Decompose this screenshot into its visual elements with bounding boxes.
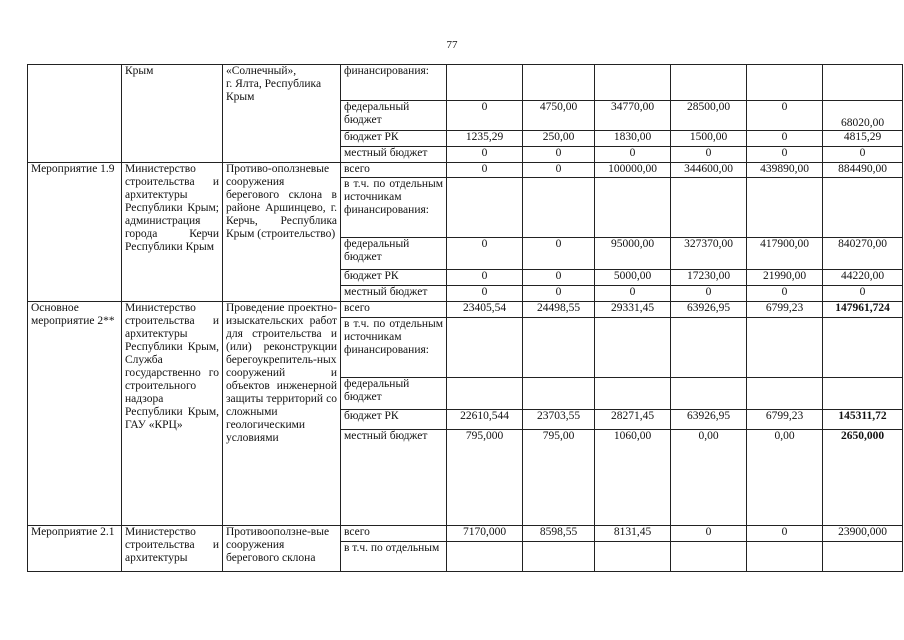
source-label: местный бюджет xyxy=(341,147,447,163)
table-row xyxy=(28,302,903,318)
value-cell: 0 xyxy=(447,270,523,286)
value-cell: 34770,00 xyxy=(595,101,671,131)
value-cell: 100000,00 xyxy=(595,163,671,178)
value-cell xyxy=(447,378,523,410)
value-cell xyxy=(671,542,747,572)
value-cell: 147961,724 xyxy=(823,302,903,318)
value-cell xyxy=(595,378,671,410)
value-cell: 0 xyxy=(523,286,595,302)
value-cell: 0 xyxy=(747,526,823,542)
value-cell xyxy=(823,178,903,238)
value-cell: 1500,00 xyxy=(671,131,747,147)
value-cell xyxy=(447,65,523,101)
value-cell: 95000,00 xyxy=(595,238,671,270)
source-label: в т.ч. по отдельным источникам финансирования: xyxy=(341,318,447,378)
table-row xyxy=(28,526,903,542)
value-cell: 0 xyxy=(671,526,747,542)
value-cell: 0,00 xyxy=(747,430,823,526)
value-cell: 884490,00 xyxy=(823,163,903,178)
value-cell: 795,00 xyxy=(523,430,595,526)
value-cell: 0 xyxy=(447,147,523,163)
executor-cell: Крым xyxy=(122,65,223,163)
value-cell: 0 xyxy=(747,131,823,147)
value-cell: 5000,00 xyxy=(595,270,671,286)
value-cell: 63926,95 xyxy=(671,302,747,318)
value-cell: 145311,72 xyxy=(823,410,903,430)
value-cell: 29331,45 xyxy=(595,302,671,318)
value-cell: 0 xyxy=(823,147,903,163)
value-cell: 22610,544 xyxy=(447,410,523,430)
activity-cell xyxy=(28,65,122,163)
source-label: федеральный бюджет xyxy=(341,378,447,410)
value-cell xyxy=(595,65,671,101)
value-cell: 0 xyxy=(747,101,823,131)
value-cell: 0 xyxy=(671,147,747,163)
value-cell: 0,00 xyxy=(671,430,747,526)
value-cell: 6799,23 xyxy=(747,302,823,318)
value-cell: 327370,00 xyxy=(671,238,747,270)
source-label: местный бюджет xyxy=(341,286,447,302)
value-cell: 6799,23 xyxy=(747,410,823,430)
value-cell: 63926,95 xyxy=(671,410,747,430)
value-cell: 2650,000 xyxy=(823,430,903,526)
source-label: финансирования: xyxy=(341,65,447,101)
value-cell xyxy=(671,65,747,101)
table-row xyxy=(28,163,903,178)
value-cell: 8598,55 xyxy=(523,526,595,542)
value-cell xyxy=(671,318,747,378)
table-row xyxy=(28,65,903,101)
value-cell: 0 xyxy=(523,238,595,270)
value-cell: 23900,000 xyxy=(823,526,903,542)
activity-cell: Мероприятие 2.1 xyxy=(28,526,122,572)
value-cell xyxy=(523,178,595,238)
source-label: федеральный бюджет xyxy=(341,101,447,131)
object-cell: Противооползне-вые сооружения берегового склона xyxy=(223,526,341,572)
value-cell xyxy=(747,65,823,101)
value-cell: 28271,45 xyxy=(595,410,671,430)
value-cell xyxy=(823,318,903,378)
object-cell: Противо-оползневые сооружения берегового склона в районе Аршинцево, г. Керчь, Республика Крым (строительство) xyxy=(223,163,341,302)
value-cell xyxy=(747,542,823,572)
value-cell: 0 xyxy=(447,238,523,270)
source-label: всего xyxy=(341,302,447,318)
executor-cell: Министерство строительства и архитектуры Республики Крым; администрация города Керчи Республики Крым xyxy=(122,163,223,302)
value-cell: 417900,00 xyxy=(747,238,823,270)
value-cell xyxy=(523,378,595,410)
value-cell: 17230,00 xyxy=(671,270,747,286)
value-cell: 8131,45 xyxy=(595,526,671,542)
value-cell: 0 xyxy=(447,101,523,131)
source-label: в т.ч. по отдельным xyxy=(341,542,447,572)
value-cell: 0 xyxy=(595,286,671,302)
value-cell: 0 xyxy=(823,286,903,302)
value-cell: 344600,00 xyxy=(671,163,747,178)
value-cell xyxy=(447,318,523,378)
page-number: 77 xyxy=(446,39,458,51)
object-cell: «Солнечный», г. Ялта, Республика Крым xyxy=(223,65,341,163)
value-cell: 0 xyxy=(523,163,595,178)
value-cell xyxy=(595,542,671,572)
value-cell: 250,00 xyxy=(523,131,595,147)
value-cell: 0 xyxy=(671,286,747,302)
value-cell: 23703,55 xyxy=(523,410,595,430)
executor-cell: Министерство строительства и архитектуры Республики Крым, Служба государственно го строительного надзора Республики Крым, ГАУ «КРЦ» xyxy=(122,302,223,526)
executor-cell: Министерство строительства и архитектуры xyxy=(122,526,223,572)
source-label: бюджет РК xyxy=(341,131,447,147)
value-cell xyxy=(523,65,595,101)
value-cell xyxy=(823,65,903,101)
funding-table xyxy=(27,64,903,572)
value-cell: 0 xyxy=(747,147,823,163)
value-cell: 1060,00 xyxy=(595,430,671,526)
value-cell xyxy=(447,542,523,572)
value-cell xyxy=(823,378,903,410)
value-cell: 4750,00 xyxy=(523,101,595,131)
source-label: всего xyxy=(341,526,447,542)
source-label: федеральный бюджет xyxy=(341,238,447,270)
value-cell xyxy=(747,178,823,238)
value-cell: 1830,00 xyxy=(595,131,671,147)
value-cell: 439890,00 xyxy=(747,163,823,178)
value-cell: 44220,00 xyxy=(823,270,903,286)
value-cell xyxy=(595,178,671,238)
value-cell: 28500,00 xyxy=(671,101,747,131)
value-cell xyxy=(823,542,903,572)
value-cell: 0 xyxy=(595,147,671,163)
source-label: бюджет РК xyxy=(341,270,447,286)
value-cell xyxy=(447,178,523,238)
value-cell xyxy=(523,318,595,378)
activity-cell: Основное мероприятие 2** xyxy=(28,302,122,526)
source-label: в т.ч. по отдельным источникам финансирования: xyxy=(341,178,447,238)
value-cell: 23405,54 xyxy=(447,302,523,318)
value-cell: 21990,00 xyxy=(747,270,823,286)
value-cell xyxy=(671,178,747,238)
value-cell: 24498,55 xyxy=(523,302,595,318)
value-cell: 0 xyxy=(523,147,595,163)
value-cell: 68020,00 xyxy=(823,101,903,131)
value-cell: 795,000 xyxy=(447,430,523,526)
source-label: всего xyxy=(341,163,447,178)
value-cell: 0 xyxy=(747,286,823,302)
value-cell: 7170,000 xyxy=(447,526,523,542)
source-label: бюджет РК xyxy=(341,410,447,430)
value-cell: 840270,00 xyxy=(823,238,903,270)
value-cell: 0 xyxy=(447,163,523,178)
value-cell xyxy=(747,318,823,378)
value-cell xyxy=(595,318,671,378)
object-cell: Проведение проектно-изыскательских работ для строительства и (или) реконструкции берегоукрепитель-ных сооружений и объектов инженерной защиты территорий со сложными геологическими условиями xyxy=(223,302,341,526)
value-cell xyxy=(747,378,823,410)
value-cell xyxy=(523,542,595,572)
value-cell: 1235,29 xyxy=(447,131,523,147)
value-cell: 0 xyxy=(447,286,523,302)
source-label: местный бюджет xyxy=(341,430,447,526)
value-cell xyxy=(671,378,747,410)
activity-cell: Мероприятие 1.9 xyxy=(28,163,122,302)
value-cell: 0 xyxy=(523,270,595,286)
value-cell: 4815,29 xyxy=(823,131,903,147)
